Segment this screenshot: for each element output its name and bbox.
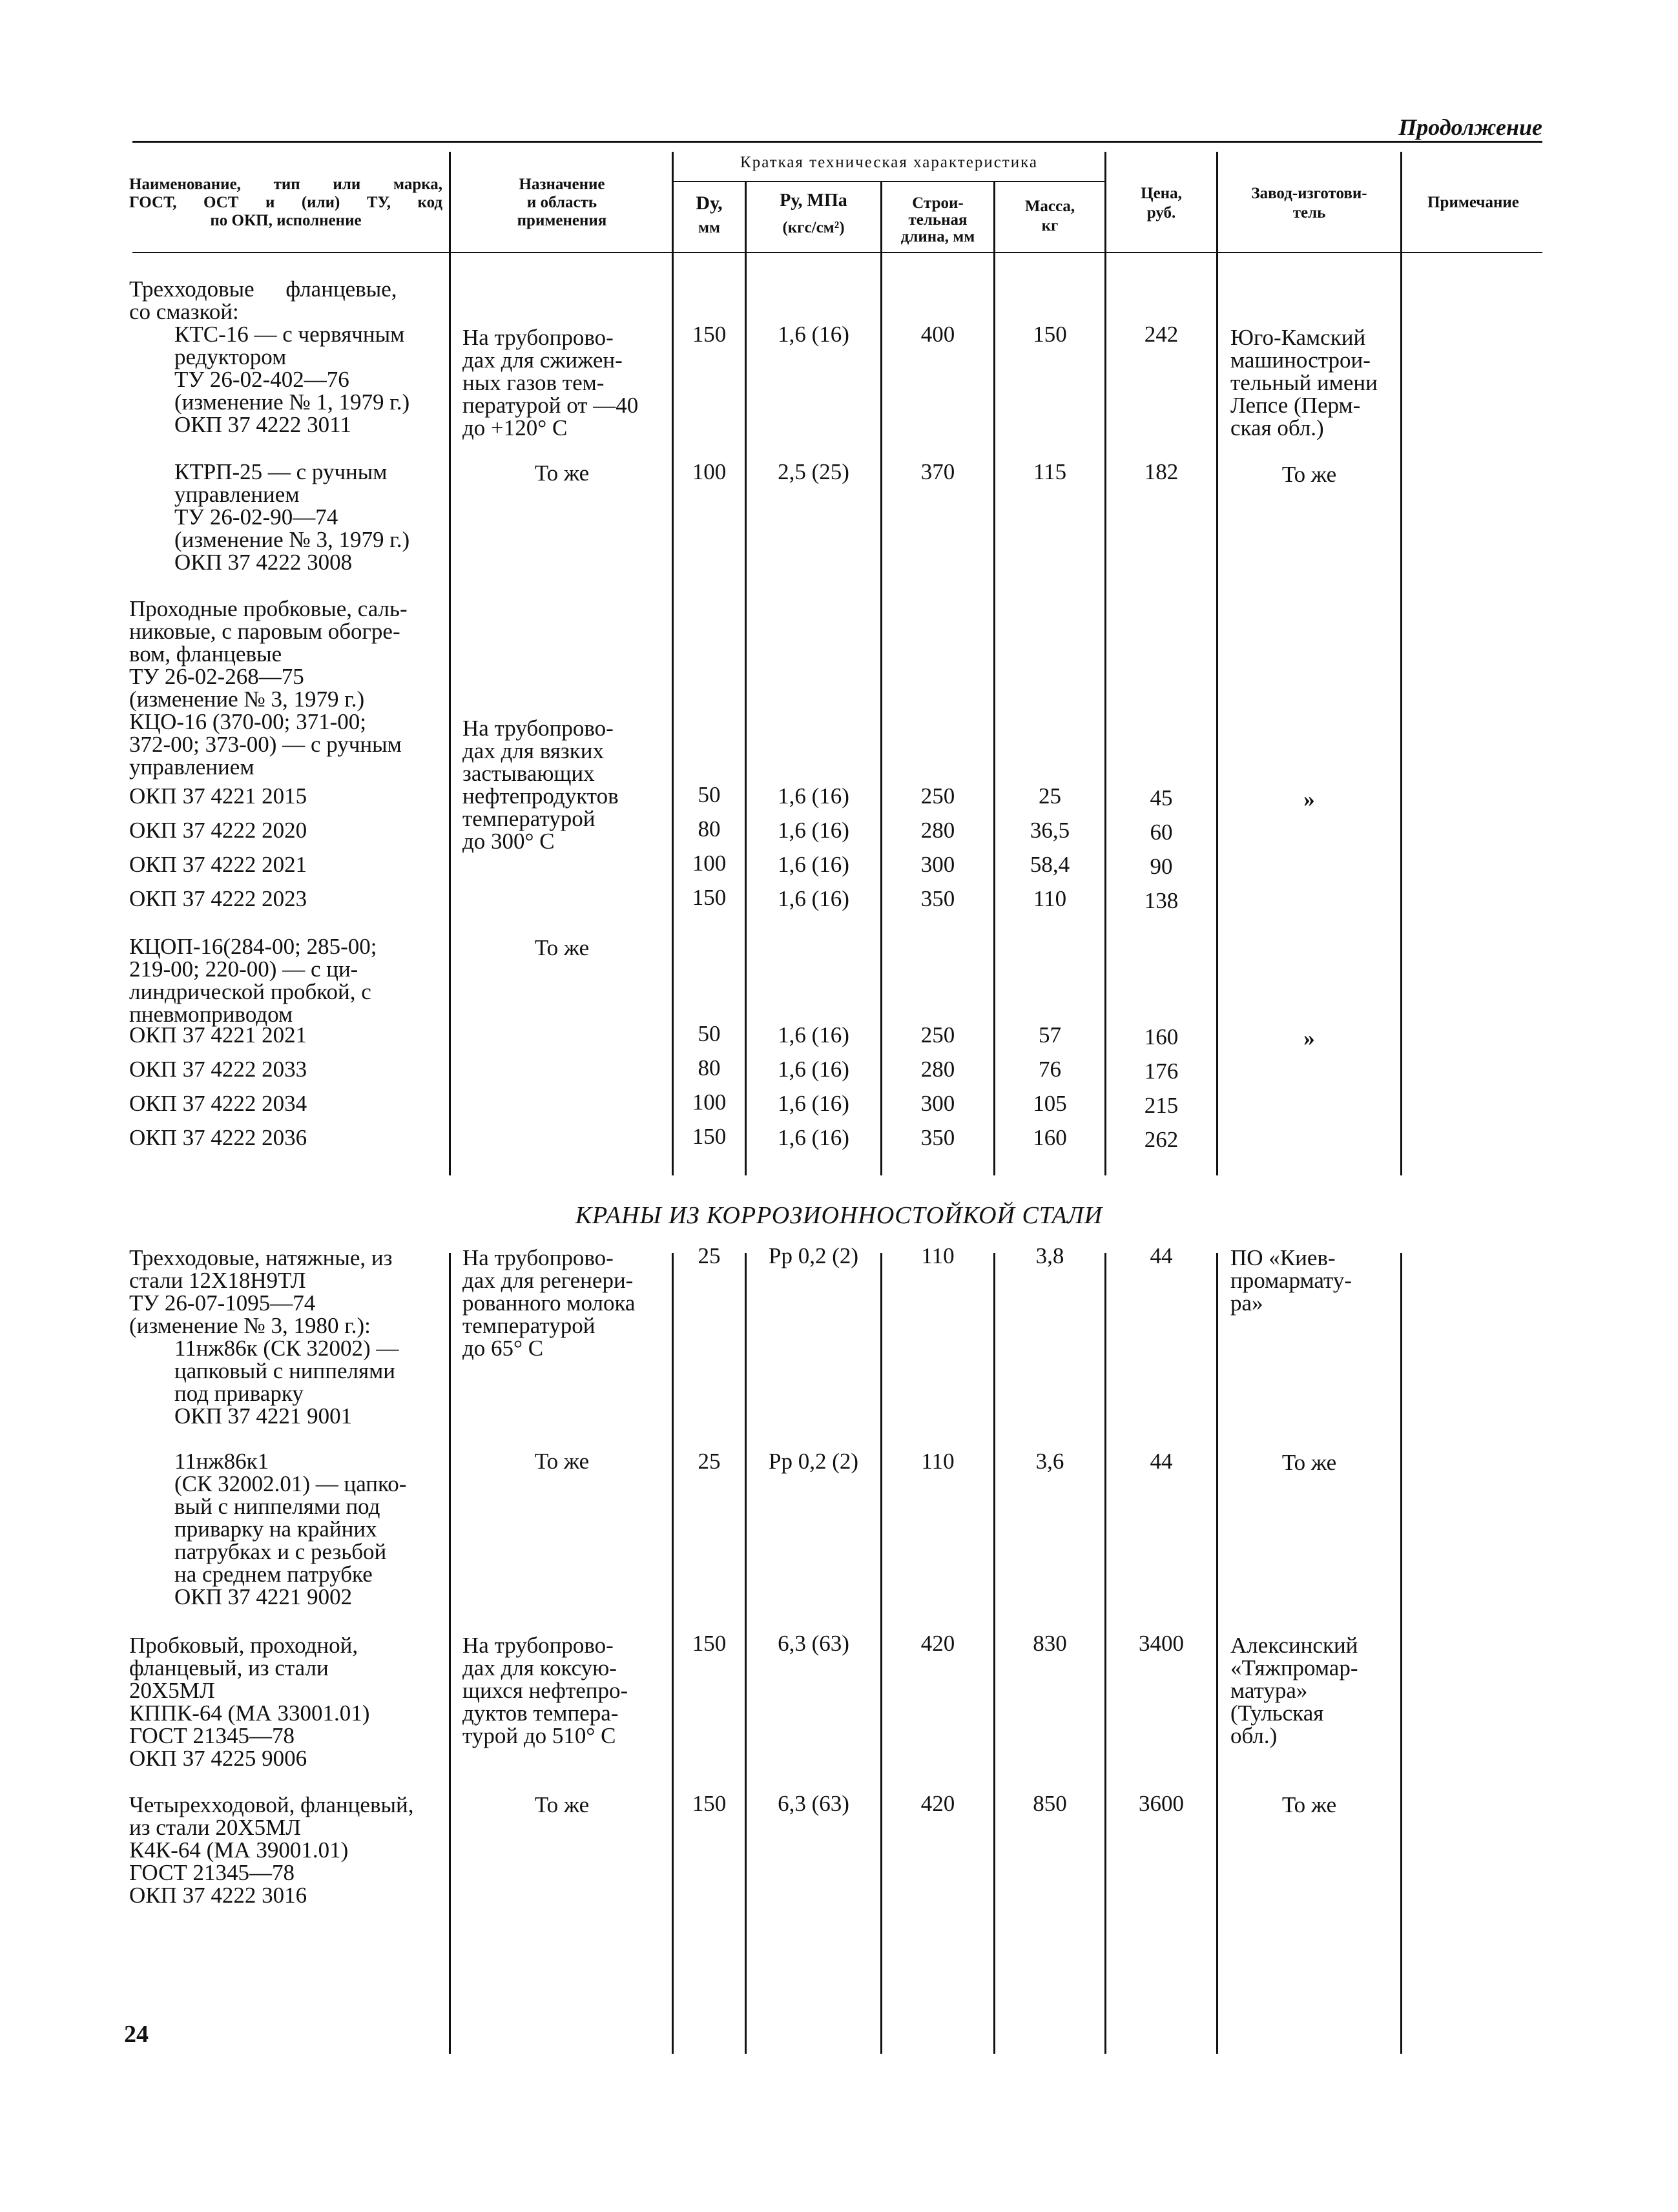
mass-cell: 160 [1033, 1125, 1067, 1150]
column-divider [449, 1253, 451, 2054]
length-cell: 280 [920, 1057, 955, 1082]
length-cell: 250 [920, 1022, 955, 1048]
list-item-11nzh86k: 11нж86к (СК 32002) — цапковый с ниппелями под приварку ОКП 37 4221 9001 [174, 1336, 399, 1429]
page-number: 24 [124, 2021, 149, 2048]
py-cell: 6,3 (63) [778, 1791, 849, 1816]
dy-cell: 100 [692, 1090, 727, 1115]
length-cell: 420 [920, 1791, 955, 1816]
length-cell: 350 [920, 1125, 955, 1150]
purpose-ditto: То же [534, 935, 590, 960]
plant-ditto: То же [1281, 462, 1337, 487]
column-divider [1400, 152, 1402, 1175]
length-cell: 280 [920, 818, 955, 843]
mass-cell: 150 [1033, 322, 1067, 347]
dy-cell: 100 [692, 459, 727, 484]
py-cell: 1,6 (16) [778, 1125, 849, 1150]
table-row-code: ОКП 37 4222 2036 [129, 1125, 307, 1150]
header-price: Цена, руб. [1141, 185, 1182, 222]
header-py: Pу, МПа (кгс/см²) [780, 191, 847, 236]
dy-cell: 80 [698, 816, 721, 842]
plant-cell: Юго-Камский машинострои- тельный имени Лепсе (Перм- ская обл.) [1230, 325, 1378, 440]
dy-cell: 25 [698, 1449, 721, 1474]
price-cell: 242 [1144, 322, 1179, 347]
plant-ditto: » [1303, 787, 1315, 812]
mass-cell: 3,8 [1035, 1243, 1064, 1268]
plant-cell: Алексинский «Тяжпромар- матура» (Тульская обл.) [1230, 1633, 1358, 1748]
length-cell: 300 [920, 1091, 955, 1116]
header-bottom-rule [132, 252, 1542, 253]
header-note: Примечание [1427, 194, 1519, 211]
column-divider [1216, 1253, 1218, 2054]
py-cell: 2,5 (25) [778, 459, 849, 484]
mass-cell: 3,6 [1035, 1449, 1064, 1474]
py-cell: 1,6 (16) [778, 852, 849, 877]
table-row-code: ОКП 37 4222 2021 [129, 852, 307, 877]
price-cell: 160 [1144, 1024, 1179, 1049]
header-tech: Краткая техническая характеристика [740, 154, 1038, 171]
mass-cell: 850 [1033, 1791, 1067, 1816]
py-cell: 1,6 (16) [778, 818, 849, 843]
tech-header-rule [672, 181, 1104, 182]
price-cell: 262 [1144, 1127, 1179, 1152]
table-row-code: ОКП 37 4222 2033 [129, 1057, 307, 1082]
header-name: Наименование, тип или марка, ГОСТ, ОСТ и (или) ТУ, код по ОКП, исполнение [129, 176, 442, 229]
purpose-ditto: То же [534, 1449, 590, 1474]
table-row-code: ОКП 37 4222 2034 [129, 1091, 307, 1116]
py-cell: 1,6 (16) [778, 1022, 849, 1048]
plant-ditto: То же [1281, 1450, 1337, 1475]
dy-cell: 50 [698, 782, 721, 807]
plant-cell: ПО «Киев- промармату- ра» [1230, 1245, 1352, 1316]
dy-cell: 80 [698, 1055, 721, 1080]
mass-cell: 830 [1033, 1631, 1067, 1656]
table-row-code: ОКП 37 4221 2021 [129, 1022, 307, 1048]
header-length: Строи- тельная длина, мм [900, 194, 975, 245]
mass-cell: 110 [1033, 886, 1067, 911]
purpose-cell: На трубопрово- дах для вязких застывающих нефтепродуктов температурой до 300° С [462, 716, 619, 854]
dy-cell: 150 [692, 1631, 727, 1656]
table-top-rule [132, 141, 1542, 143]
length-cell: 400 [920, 322, 955, 347]
purpose-ditto: То же [534, 1792, 590, 1817]
mass-cell: 57 [1039, 1022, 1061, 1048]
py-cell: 1,6 (16) [778, 783, 849, 809]
py-cell: 1,6 (16) [778, 322, 849, 347]
price-cell: 215 [1144, 1093, 1179, 1118]
purpose-cell: На трубопрово- дах для коксую- щихся нефтепро- дуктов темпера- турой до 510° С [462, 1633, 628, 1748]
dy-cell: 50 [698, 1021, 721, 1046]
list-item-ktrp25: КТРП-25 — с ручным управлением ТУ 26-02-90—74 (изменение № 3, 1979 г.) ОКП 37 4222 3008 [174, 459, 410, 575]
list-item-k4k64: Четырехходовой, фланцевый, из стали 20Х5МЛ К4К-64 (МА 39001.01) ГОСТ 21345—78 ОКП 37 4222 3016 [129, 1792, 414, 1908]
list-item-group-heading: Трехходовые фланцевые, со смазкой: [129, 276, 397, 324]
header-dy: Dу, мм [696, 192, 723, 236]
py-cell: Pр 0,2 (2) [768, 1449, 859, 1474]
price-cell: 45 [1150, 785, 1173, 811]
plant-ditto: » [1303, 1026, 1315, 1051]
py-cell: Pр 0,2 (2) [768, 1243, 859, 1268]
column-divider [449, 152, 451, 1175]
mass-cell: 36,5 [1030, 818, 1070, 843]
mass-cell: 115 [1033, 459, 1067, 484]
price-cell: 3400 [1139, 1631, 1184, 1656]
header-mass: Масса, кг [1024, 198, 1075, 234]
price-cell: 60 [1150, 820, 1173, 845]
purpose-cell: На трубопрово- дах для регенери- рованного молока температурой до 65° С [462, 1245, 636, 1361]
mass-cell: 105 [1033, 1091, 1067, 1116]
purpose-ditto: То же [534, 460, 590, 486]
header-plant: Завод-изготови- тель [1251, 185, 1367, 222]
dy-cell: 100 [692, 851, 727, 876]
dy-cell: 150 [692, 1791, 727, 1816]
list-item-kts16: КТС-16 — с червячным редуктором ТУ 26-02-402—76 (изменение № 1, 1979 г.) ОКП 37 4222 3011 [174, 322, 410, 437]
length-cell: 110 [921, 1243, 955, 1268]
table-row-code: ОКП 37 4222 2023 [129, 886, 307, 911]
dy-cell: 25 [698, 1243, 721, 1268]
column-divider [1400, 1253, 1402, 2054]
dy-cell: 150 [692, 1124, 727, 1149]
price-cell: 176 [1144, 1059, 1179, 1084]
header-purpose: Назначение и область применения [517, 176, 607, 229]
price-cell: 90 [1150, 854, 1173, 879]
mass-cell: 25 [1039, 783, 1061, 809]
price-cell: 44 [1150, 1243, 1173, 1268]
list-item-kcop16: КЦОП-16(284-00; 285-00; 219-00; 220-00) — с ци- линдрической пробкой, с пневмоприводом [129, 934, 377, 1027]
py-cell: 1,6 (16) [778, 1091, 849, 1116]
price-cell: 138 [1144, 888, 1179, 913]
py-cell: 1,6 (16) [778, 886, 849, 911]
length-cell: 300 [920, 852, 955, 877]
list-item-three-way: Трехходовые, натяжные, из стали 12Х18Н9ТЛ ТУ 26-07-1095—74 (изменение № 3, 1980 г.): [129, 1245, 393, 1338]
py-cell: 6,3 (63) [778, 1631, 849, 1656]
length-cell: 420 [920, 1631, 955, 1656]
price-cell: 44 [1150, 1449, 1173, 1474]
mass-cell: 76 [1039, 1057, 1061, 1082]
py-cell: 1,6 (16) [778, 1057, 849, 1082]
price-cell: 182 [1144, 459, 1179, 484]
section-title: КРАНЫ ИЗ КОРРОЗИОННОСТОЙКОЙ СТАЛИ [575, 1202, 1103, 1229]
table-row-code: ОКП 37 4222 2020 [129, 818, 307, 843]
length-cell: 370 [920, 459, 955, 484]
table-row-code: ОКП 37 4221 2015 [129, 783, 307, 809]
purpose-cell: На трубопрово- дах для сжижен- ных газов тем- пературой от —40 до +120° С [462, 325, 639, 440]
mass-cell: 58,4 [1030, 852, 1070, 877]
list-item-11nzh86k1: 11нж86к1 (СК 32002.01) — цапко- вый с ниппелями под приварку на крайних патрубках и с резьбой на среднем патрубке ОКП 37 4221 9002 [174, 1449, 407, 1609]
continuation-label: Продолжение [1398, 114, 1542, 140]
dy-cell: 150 [692, 885, 727, 910]
length-cell: 350 [920, 886, 955, 911]
column-divider [1104, 152, 1106, 1175]
plant-ditto: То же [1281, 1792, 1337, 1817]
price-cell: 3600 [1139, 1791, 1184, 1816]
length-cell: 250 [920, 783, 955, 809]
list-item-kppk64: Пробковый, проходной, фланцевый, из стали 20Х5МЛ КППК-64 (МА 33001.01) ГОСТ 21345—78 ОКП 37 4225 9006 [129, 1633, 370, 1771]
list-item-kco16: Проходные пробковые, саль- никовые, с паровым обогре- вом, фланцевые ТУ 26-02-268—75 (изменение № 3, 1979 г.) КЦО-16 (370-00; 371-00; 372-00; 373-00) — с ручным управлением [129, 596, 408, 780]
column-divider [1216, 152, 1218, 1175]
dy-cell: 150 [692, 322, 727, 347]
length-cell: 110 [921, 1449, 955, 1474]
